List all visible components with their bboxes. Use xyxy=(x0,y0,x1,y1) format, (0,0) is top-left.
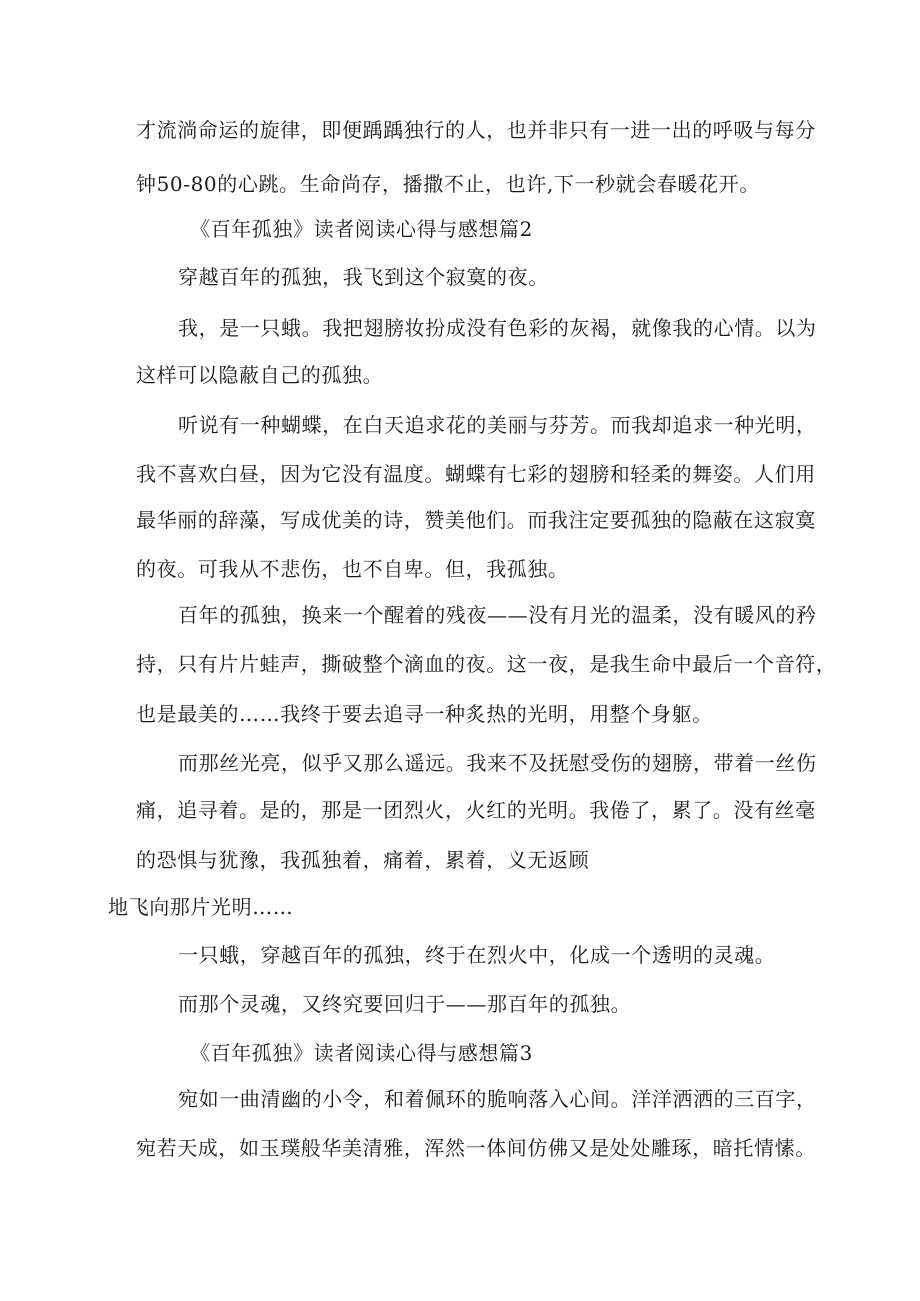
paragraph-line: 百年的孤独，换来一个醒着的残夜——没有月光的温柔，没有暖风的矜 xyxy=(178,603,817,627)
section-heading: 《百年孤独》读者阅读心得与感想篇3 xyxy=(190,1041,533,1065)
paragraph-line: 地飞向那片光明…… xyxy=(108,895,294,919)
paragraph-line: 我不喜欢白昼，因为它没有温度。蝴蝶有七彩的翅膀和轻柔的舞姿。人们用 xyxy=(136,462,816,486)
paragraph-line: 宛如一曲清幽的小令，和着佩环的脆响落入心间。洋洋洒洒的三百字， xyxy=(178,1087,817,1111)
paragraph-line: 这样可以隐蔽自己的孤独。 xyxy=(136,363,384,387)
paragraph-line: 一只蛾，穿越百年的孤独，终于在烈火中，化成一个透明的灵魂。 xyxy=(178,943,776,967)
paragraph-line: 而那个灵魂，又终究要回归于——那百年的孤独。 xyxy=(178,992,632,1016)
section-heading: 《百年孤独》读者阅读心得与感想篇2 xyxy=(190,217,533,241)
paragraph-line: 宛若天成，如玉璞般华美清雅，浑然一体间仿佛又是处处雕琢，暗托情愫。 xyxy=(136,1136,816,1160)
paragraph-line: 痛，追寻着。是的，那是一团烈火，火红的光明。我倦了，累了。没有丝毫 xyxy=(136,798,816,822)
paragraph-line: 才流淌命运的旋律，即便踽踽独行的人，也并非只有一进一出的呼吸与每分 xyxy=(136,118,816,142)
paragraph-line: 听说有一种蝴蝶，在白天追求花的美丽与芬芳。而我却追求一种光明， xyxy=(178,413,817,437)
paragraph-line: 也是最美的……我终于要去追寻一种炙热的光明，用整个身躯。 xyxy=(136,702,713,726)
paragraph-line: 而那丝光亮，似乎又那么遥远。我来不及抚慰受伤的翅膀，带着一丝伤 xyxy=(178,751,817,775)
paragraph-line: 穿越百年的孤独，我飞到这个寂寞的夜。 xyxy=(178,265,549,289)
paragraph-line: 持，只有片片蛙声，撕破整个滴血的夜。这一夜，是我生命中最后一个音符， xyxy=(136,652,837,676)
paragraph-line: 我，是一只蛾。我把翅膀妆扮成没有色彩的灰褐，就像我的心情。以为 xyxy=(178,316,817,340)
paragraph-line: 的恐惧与犹豫，我孤独着，痛着，累着，义无返顾 xyxy=(136,848,590,872)
paragraph-line: 的夜。可我从不悲伤，也不自卑。但，我孤独。 xyxy=(136,557,569,581)
paragraph-line: 最华丽的辞藻，写成优美的诗，赞美他们。而我注定要孤独的隐蔽在这寂寞 xyxy=(136,508,816,532)
paragraph-line: 钟50-80的心跳。生命尚存，播撒不止，也许,下一秒就会春暖花开。 xyxy=(136,172,760,196)
